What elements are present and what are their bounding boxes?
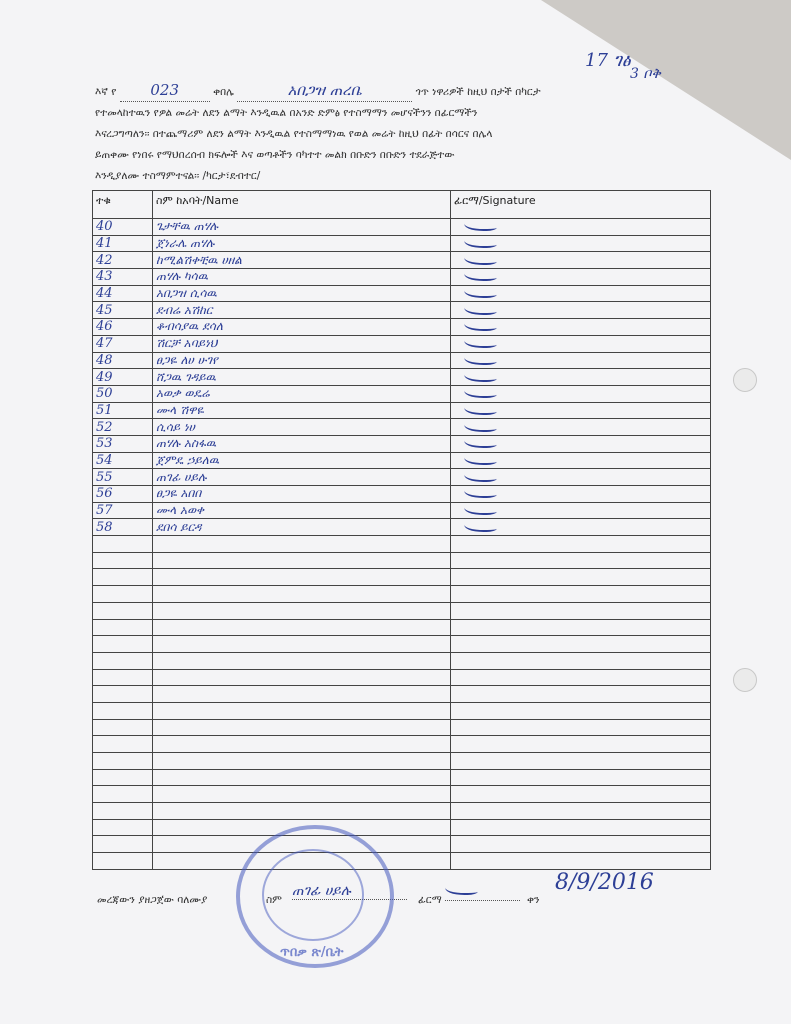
table-row <box>93 219 711 236</box>
kebele-label: ቀበሌ <box>213 86 234 98</box>
table-row <box>93 385 711 402</box>
row-number: 44 <box>93 285 153 302</box>
row-number <box>93 536 153 553</box>
row-number <box>93 602 153 619</box>
row-name: ፀጋዬ አበበ <box>153 486 451 503</box>
row-name: ጠሃሉ ካሳዉ <box>153 269 451 286</box>
table-row <box>93 536 711 553</box>
signature-label: ፊርማ <box>418 894 442 906</box>
handwritten-signature <box>462 486 500 498</box>
table-row <box>93 269 711 286</box>
row-number <box>93 819 153 836</box>
row-name <box>153 552 451 569</box>
row-number: 40 <box>93 219 153 236</box>
row-signature <box>451 719 711 736</box>
stamp-inner-ring <box>262 849 364 941</box>
prepared-by-label: መረጃውን ያዘጋጀው ባለሙያ <box>97 894 208 906</box>
table-row <box>93 636 711 653</box>
table-row <box>93 786 711 803</box>
table-row <box>93 753 711 770</box>
row-name: ጌታቸዉ ጠሃሉ <box>153 219 451 236</box>
row-name <box>153 769 451 786</box>
preparer-name: ጠገፊ ሀይሉ <box>292 883 407 900</box>
handwritten-signature <box>462 420 500 432</box>
row-signature <box>451 702 711 719</box>
row-number <box>93 836 153 853</box>
row-signature <box>451 836 711 853</box>
row-name: ከሚልሽቀቺዉ ሀዘል <box>153 252 451 269</box>
row-number <box>93 736 153 753</box>
row-number <box>93 686 153 703</box>
row-signature <box>451 803 711 820</box>
intro-prefix: እኛ የ <box>95 86 117 98</box>
row-name: ደብሬ አሽከር <box>153 302 451 319</box>
row-name: ጠገፊ ሀይሉ <box>153 469 451 486</box>
date-value: 8/9/2016 <box>555 870 654 895</box>
table-row <box>93 836 711 853</box>
row-name <box>153 686 451 703</box>
table-row <box>93 435 711 452</box>
intro-line-5: እንዲያለሙ ተስማምተናል፡፡ /ካርታ፣ደብተር/ <box>95 170 261 182</box>
row-name: ጠሃሉ አስፋዉ <box>153 435 451 452</box>
row-name: ሸጋዉ ገዳይዉ <box>153 369 451 386</box>
row-name <box>153 736 451 753</box>
row-name: አበጋዝ ሲሳዉ <box>153 285 451 302</box>
row-name <box>153 619 451 636</box>
intro-line-1-suffix: ጎጥ ነዋሪዎች ከዚህ በታች በካርታ <box>415 86 541 98</box>
handwritten-signature <box>462 453 500 465</box>
table-row <box>93 769 711 786</box>
handwritten-signature <box>462 470 500 482</box>
row-name: ቆብሳያዉ ደሳለ <box>153 319 451 336</box>
table-row <box>93 652 711 669</box>
row-number <box>93 636 153 653</box>
table-row <box>93 719 711 736</box>
row-signature <box>451 586 711 603</box>
row-name <box>153 702 451 719</box>
corner-note-page-count: 17 ገፅ <box>585 50 631 71</box>
row-number: 56 <box>93 486 153 503</box>
handwritten-signature <box>462 353 500 365</box>
table-row <box>93 619 711 636</box>
handwritten-signature <box>462 303 500 315</box>
row-number <box>93 719 153 736</box>
row-name <box>153 636 451 653</box>
row-signature <box>451 469 711 486</box>
row-number <box>93 702 153 719</box>
row-number: 49 <box>93 369 153 386</box>
row-number <box>93 569 153 586</box>
row-signature <box>451 519 711 536</box>
preparer-signature <box>445 876 520 901</box>
row-number: 42 <box>93 252 153 269</box>
table-row <box>93 819 711 836</box>
row-signature <box>451 853 711 870</box>
row-signature <box>451 769 711 786</box>
row-signature <box>451 669 711 686</box>
row-number: 52 <box>93 419 153 436</box>
row-signature <box>451 602 711 619</box>
table-row <box>93 285 711 302</box>
row-signature <box>451 435 711 452</box>
handwritten-signature <box>462 503 500 515</box>
table-row <box>93 702 711 719</box>
table-row <box>93 552 711 569</box>
row-signature <box>451 385 711 402</box>
table-row <box>93 452 711 469</box>
official-stamp <box>236 825 394 968</box>
row-number <box>93 803 153 820</box>
table-row <box>93 319 711 336</box>
row-signature <box>451 419 711 436</box>
row-signature <box>451 252 711 269</box>
row-number <box>93 853 153 870</box>
row-number: 41 <box>93 235 153 252</box>
row-name: ፀጋዬ ለሀ ሁገየ <box>153 352 451 369</box>
punch-hole-bottom <box>733 668 757 692</box>
row-signature <box>451 502 711 519</box>
row-name: ጀምዴ ኃይለዉ <box>153 452 451 469</box>
row-name <box>153 753 451 770</box>
handwritten-signature <box>462 386 500 398</box>
row-signature <box>451 536 711 553</box>
row-signature <box>451 753 711 770</box>
handwritten-signature <box>462 319 500 331</box>
row-signature <box>451 636 711 653</box>
row-name <box>153 602 451 619</box>
row-signature <box>451 786 711 803</box>
row-name <box>153 803 451 820</box>
handwritten-signature <box>462 370 500 382</box>
table-row <box>93 302 711 319</box>
row-number <box>93 652 153 669</box>
row-number: 58 <box>93 519 153 536</box>
row-name <box>153 652 451 669</box>
row-number <box>93 619 153 636</box>
row-number: 46 <box>93 319 153 336</box>
row-name: ጀነራሌ ጠሃሉ <box>153 235 451 252</box>
row-name: ሙላ አወቀ <box>153 502 451 519</box>
header-signature: ፊርማ/Signature <box>451 191 711 219</box>
date-label: ቀን <box>527 894 540 906</box>
row-number: 47 <box>93 335 153 352</box>
row-number: 54 <box>93 452 153 469</box>
row-number: 43 <box>93 269 153 286</box>
row-signature <box>451 619 711 636</box>
header-number: ተቁ <box>93 191 153 219</box>
corner-note-subcount: 3 ቦቅ <box>630 66 661 82</box>
table-row <box>93 486 711 503</box>
row-signature <box>451 736 711 753</box>
table-row <box>93 569 711 586</box>
intro-line-2: የተመላከተዉን የዎል መሬት ለደን ልማት እንዲዉል በአንድ ድምፅ የተስማማን መሆናችንን በፊርማችን <box>95 107 478 119</box>
punch-hole-top <box>733 368 757 392</box>
row-signature <box>451 352 711 369</box>
intro-paragraph <box>95 80 710 187</box>
row-number: 55 <box>93 469 153 486</box>
handwritten-signature <box>462 286 500 298</box>
row-number <box>93 669 153 686</box>
row-number <box>93 586 153 603</box>
row-signature <box>451 369 711 386</box>
table-row <box>93 252 711 269</box>
row-number <box>93 786 153 803</box>
row-signature <box>451 652 711 669</box>
row-number: 51 <box>93 402 153 419</box>
table-row <box>93 853 711 870</box>
row-signature <box>451 402 711 419</box>
stamp-text: ጥበቃ ጽ/ቤት <box>280 945 344 960</box>
handwritten-signature <box>462 253 500 265</box>
row-signature <box>451 335 711 352</box>
row-number <box>93 769 153 786</box>
row-number <box>93 753 153 770</box>
row-signature <box>451 219 711 236</box>
intro-line-3: እናረጋግጣለን፡፡ በተጨማሪም ለደን ልማት እንዲዉል የተስማማነዉ የወል መሬት ከዚህ በፊት በሳርና በሌላ <box>95 128 493 140</box>
name-label: ስም <box>266 894 282 906</box>
row-name: አወቃ ወዴሬ <box>153 385 451 402</box>
row-signature <box>451 686 711 703</box>
table-row <box>93 502 711 519</box>
row-number: 53 <box>93 435 153 452</box>
row-name <box>153 786 451 803</box>
kebele-number-field: 023 <box>120 80 210 102</box>
row-signature <box>451 319 711 336</box>
row-number: 48 <box>93 352 153 369</box>
row-signature <box>451 235 711 252</box>
handwritten-signature <box>462 336 500 348</box>
table-row <box>93 419 711 436</box>
row-signature <box>451 269 711 286</box>
table-row <box>93 369 711 386</box>
row-signature <box>451 285 711 302</box>
row-signature <box>451 552 711 569</box>
row-name: ሙላ ሽዋዬ <box>153 402 451 419</box>
kebele-name-field: አበጋዝ ጠረቤ <box>237 80 412 102</box>
table-row <box>93 586 711 603</box>
table-row <box>93 602 711 619</box>
row-number: 57 <box>93 502 153 519</box>
signature-table <box>92 190 711 870</box>
table-row <box>93 519 711 536</box>
handwritten-signature <box>462 520 500 532</box>
intro-line-4: ይጠቀሙ የነበሩ የማህበረሰብ ክፍሎች እና ወጣቶችን ባካተተ መልክ በቡድን በቡድን ተደራጅተው <box>95 149 455 161</box>
row-name: ሽርቻ አባይነህ <box>153 335 451 352</box>
row-name <box>153 719 451 736</box>
row-name <box>153 569 451 586</box>
row-signature <box>451 302 711 319</box>
table-row <box>93 352 711 369</box>
table-row <box>93 736 711 753</box>
row-signature <box>451 819 711 836</box>
handwritten-signature <box>462 269 500 281</box>
table-row <box>93 669 711 686</box>
table-header-row <box>93 191 711 219</box>
handwritten-signature <box>462 436 500 448</box>
table-row <box>93 686 711 703</box>
intro-line-1 <box>95 80 710 103</box>
table-row <box>93 235 711 252</box>
row-signature <box>451 452 711 469</box>
table-row <box>93 335 711 352</box>
table-row <box>93 803 711 820</box>
row-name <box>153 536 451 553</box>
handwritten-signature <box>462 236 500 248</box>
row-name <box>153 586 451 603</box>
handwritten-signature <box>462 403 500 415</box>
row-name <box>153 669 451 686</box>
row-number: 45 <box>93 302 153 319</box>
row-number: 50 <box>93 385 153 402</box>
table-row <box>93 402 711 419</box>
row-signature <box>451 569 711 586</box>
table-row <box>93 469 711 486</box>
row-number <box>93 552 153 569</box>
row-name: ሲሳይ ነሀ <box>153 419 451 436</box>
row-signature <box>451 486 711 503</box>
row-name: ደበሳ ይርዳ <box>153 519 451 536</box>
handwritten-signature <box>462 219 500 231</box>
header-name: ስም ከአባት/Name <box>153 191 451 219</box>
